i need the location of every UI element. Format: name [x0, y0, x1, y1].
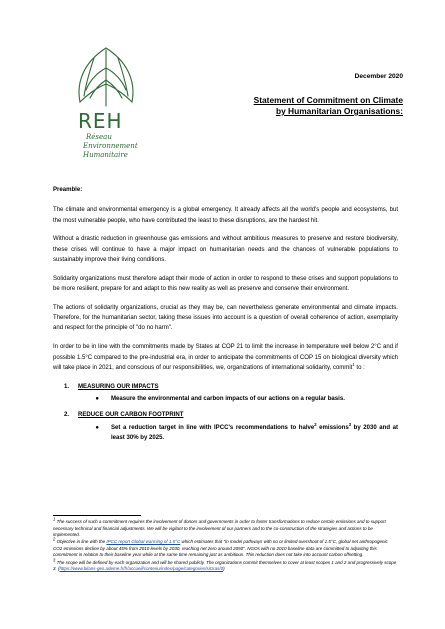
footnotes	[53, 515, 398, 573]
paragraph-5	[53, 342, 398, 373]
commitment-bullet	[111, 423, 398, 444]
preamble-label: Preamble:	[53, 187, 83, 193]
footnote-1	[53, 516, 398, 539]
svg-text:Humanitaire: Humanitaire	[83, 151, 128, 159]
bullet-text-end: by 2030 and at least 30% by 2025.	[111, 424, 399, 441]
footnote-2-number: 2	[53, 536, 56, 542]
footnote-3-text-start: The scope will be defined by each organization and will be shared publicly. The organizations commit themselves to cover at least scopes 1 and 2 and progressively scope 3. (	[53, 559, 397, 572]
footnote-divider	[53, 515, 141, 516]
reh-logo	[56, 44, 156, 164]
footnote-3	[53, 557, 398, 573]
ipcc-report-link[interactable]: IPCC report Global warming of 1.5°C	[106, 539, 181, 545]
bullet-icon: ●	[95, 424, 99, 431]
document-title	[183, 95, 403, 117]
ademe-link[interactable]: https://www.bilans-ges.ademe.fr/fr/accueil/contenu/index/page/categories/siGras/0	[59, 566, 224, 572]
commitment-number: 1.	[64, 383, 70, 390]
footnote-2-text-start: Objective in line with the	[56, 539, 107, 545]
reh-leaf-logo-icon	[56, 44, 156, 164]
bullet-icon: ●	[95, 395, 99, 402]
footnote-3-number: 3	[53, 557, 56, 563]
footnote-ref-3: 3	[348, 421, 352, 427]
paragraph-5-text: In order to be in line with the commitments made by States at COP 21 to limit the increase in temperature well below 2°C and if possible 1.5°C compared to the pre-industrial era, in order to anticipate the commitments of COP 15 on biological diversity which will take place in 2021, and conscious of our responsibilities, we, organizations of international solidarity, commit	[53, 344, 398, 371]
svg-text:Environnement: Environnement	[83, 142, 138, 150]
title-line-1: Statement of Commitment on Climate	[253, 95, 403, 105]
footnote-1-number: 1	[53, 516, 56, 522]
footnote-2	[53, 536, 398, 559]
paragraph-2: Without a drastic reduction in greenhouse gas emissions and without ambitious measures to preserve and restore biodiversity, these crises will continue to have a major impact on humanitarian needs and the chances of vulnerable populations to sustainably improve their living conditions.	[53, 236, 398, 263]
footnote-ref-1: 1	[352, 361, 355, 367]
paragraph-4: The actions of solidarity organizations, crucial as they may be, can nevertheless generate environmental and climate impacts. Therefore, for the humanitarian sector, taking these issues into account is a question of overall coherence of action, exemplarity and respect for the principle of "do no harm".	[53, 304, 398, 332]
footnote-ref-2: 2	[314, 421, 317, 427]
paragraph-1: The climate and environmental emergency is a global emergency. It already affects all the world's people and ecosystems, but the most vulnerable people, who have contributed the least to these disruptions, are the hardest hit.	[53, 207, 398, 224]
footnote-2-text-end: which estimates that "in model pathways with no or limited overshoot of 1.5°C, global net anthropogenic CO2 emissions decline by about 45% from 2010 levels by 2030, reaching net zero around 2050". NGOs with no 2010 baseline data are committed to adjusting this commitment in relation to their baseline year while at the same time remaining just as ambitious. This reduction does not take into account carbon offsetting.	[53, 539, 388, 558]
footnote-3-text-end: )	[223, 566, 225, 572]
paragraph-5-end: to :	[354, 364, 365, 371]
document-body	[53, 185, 398, 449]
paragraph-3: Solidarity organizations must therefore adapt their mode of action in order to respond to these crises and support populations to be more resilient, prepare for and adapt to this new reality as well as preserve and conserve their environment.	[53, 275, 398, 293]
svg-text:REH: REH	[78, 109, 123, 133]
commitment-item-2	[53, 410, 398, 443]
commitment-heading: REDUCE OUR CARBON FOOTPRINT	[78, 412, 184, 419]
bullet-text-mid: emissions	[316, 424, 349, 431]
commitment-heading: MEASURING OUR IMPACTS	[78, 383, 159, 390]
commitment-item-1	[53, 382, 398, 405]
title-line-2: by Humanitarian Organisations:	[275, 106, 403, 116]
svg-text:Réseau: Réseau	[86, 133, 112, 141]
footnote-1-text: The success of such a commitment requires the involvement of donors and governments in order to foster transformations to reduce certain emissions and to support necessary technical and financial adjustments. We will be vigilant to the involvement of our partners and to the co-construction of the strategies and actions to be implemented.	[53, 519, 386, 538]
commitment-number: 2.	[64, 412, 70, 419]
commitment-bullet: Measure the environmental and carbon impacts of our actions on a regular basis.	[111, 395, 345, 402]
bullet-text-start: Set a reduction target in line with IPCC's recommendations to halve	[111, 424, 315, 431]
document-date: December 2020	[354, 73, 403, 80]
